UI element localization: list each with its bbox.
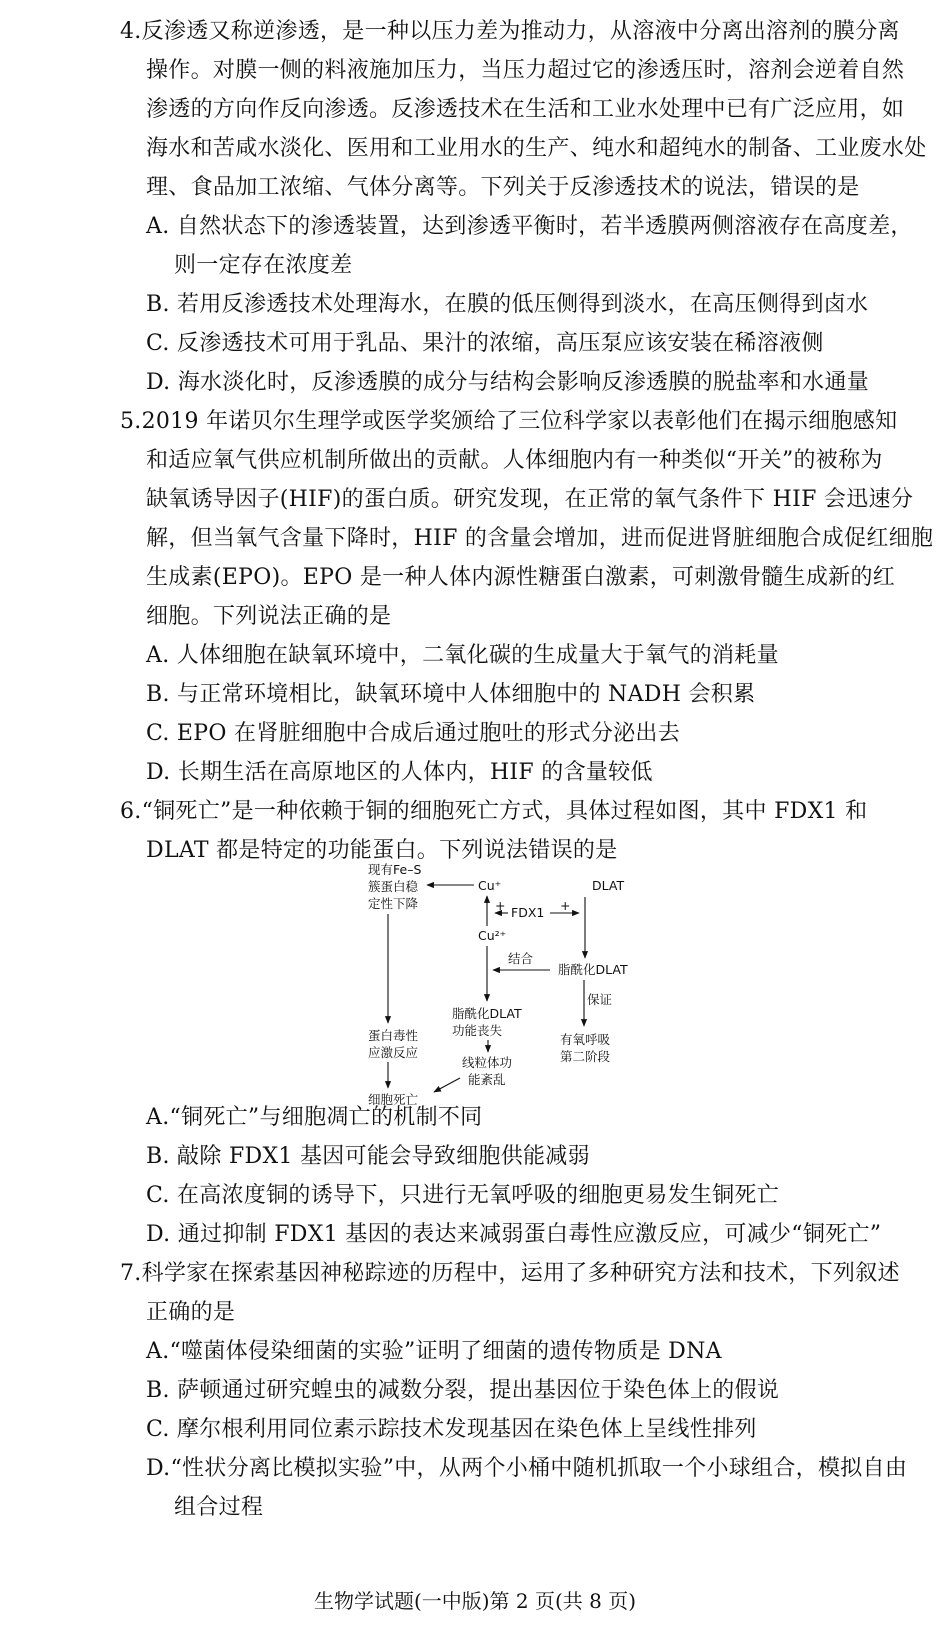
cell-death-label: 细胞死亡 xyxy=(368,1092,419,1107)
guarantee-label: 保证 xyxy=(587,992,613,1007)
q5-option-d: D. 长期生活在高原地区的人体内，HIF 的含量较低 xyxy=(146,760,653,785)
q7-option-c: C. 摩尔根利用同位素示踪技术发现基因在染色体上呈线性排列 xyxy=(146,1417,757,1442)
q4-stem-line: 渗透的方向作反向渗透。反渗透技术在生活和工业水处理中已有广泛应用，如 xyxy=(146,97,905,122)
q5-stem-line: 生成素(EPO)。EPO 是一种人体内源性糖蛋白激素，可刺激骨髓生成新的红 xyxy=(146,565,896,590)
q5-option-a: A. 人体细胞在缺氧环境中，二氧化碳的生成量大于氧气的消耗量 xyxy=(146,643,779,668)
q4-stem-line: 海水和苦咸水淡化、医用和工业用水的生产、纯水和超纯水的制备、工业废水处 xyxy=(146,136,927,161)
q5-option-c: C. EPO 在肾脏细胞中合成后通过胞吐的形式分泌出去 xyxy=(146,721,681,746)
q5-stem-line: 5.2019 年诺贝尔生理学或医学奖颁给了三位科学家以表彰他们在揭示细胞感知 xyxy=(120,409,898,434)
fdx1-label: FDX1 xyxy=(511,905,545,920)
q4-stem-line: 操作。对膜一侧的料液施加压力，当压力超过它的渗透压时，溶剂会逆着自然 xyxy=(146,58,905,83)
q4-option-c: C. 反渗透技术可用于乳品、果汁的浓缩，高压泵应该安装在稀溶液侧 xyxy=(146,331,824,356)
aerobic-stage-label: 第二阶段 xyxy=(560,1049,611,1064)
plus-sign: + xyxy=(560,898,571,913)
q6-option-b: B. 敲除 FDX1 基因可能会导致细胞供能减弱 xyxy=(146,1144,590,1169)
q5-stem-line: 细胞。下列说法正确的是 xyxy=(146,604,392,629)
q5-option-b: B. 与正常环境相比，缺氧环境中人体细胞中的 NADH 会积累 xyxy=(146,682,756,707)
mito-dysfunction-label: 能紊乱 xyxy=(468,1072,506,1087)
q7-option-a: A.“噬菌体侵染细菌的实验”证明了细菌的遗传物质是 DNA xyxy=(146,1339,722,1364)
binding-label: 结合 xyxy=(508,951,534,966)
q7-option-d: D.“性状分离比模拟实验”中，从两个小桶中随机抓取一个小球组合，模拟自由 xyxy=(146,1456,908,1481)
aerobic-stage-label: 有氧呼吸 xyxy=(560,1032,611,1047)
q7-stem-line: 7.科学家在探索基因神秘踪迹的历程中，运用了多种研究方法和技术，下列叙述 xyxy=(120,1261,900,1286)
q4-option-d: D. 海水淡化时，反渗透膜的成分与结构会影响反渗透膜的脱盐率和水通量 xyxy=(146,370,870,395)
q6-stem-line: 6.“铜死亡”是一种依赖于铜的细胞死亡方式，具体过程如图，其中 FDX1 和 xyxy=(120,799,868,824)
q5-stem-line: 缺氧诱导因子(HIF)的蛋白质。研究发现，在正常的氧气条件下 HIF 会迅速分 xyxy=(146,487,914,512)
fes-label: 定性下降 xyxy=(368,896,419,911)
q5-stem-line: 和适应氧气供应机制所做出的贡献。人体细胞内有一种类似“开关”的被称为 xyxy=(146,448,883,473)
fes-label: 现有Fe–S xyxy=(368,862,422,877)
proteotoxic-stress-label: 应激反应 xyxy=(368,1045,419,1060)
q4-stem-line: 理、食品加工浓缩、气体分离等。下列关于反渗透技术的说法，错误的是 xyxy=(146,175,860,200)
q5-stem-line: 解，但当氧气含量下降时，HIF 的含量会增加，进而促进肾脏细胞合成促红细胞 xyxy=(146,526,934,551)
dlat-loss-label: 脂酰化DLAT xyxy=(452,1006,522,1021)
page-footer: 生物学试题(一中版)第 2 页(共 8 页) xyxy=(313,1589,637,1613)
lipoylated-dlat-label: 脂酰化DLAT xyxy=(558,962,628,977)
proteotoxic-stress-label: 蛋白毒性 xyxy=(368,1028,419,1043)
mito-dysfunction-label: 线粒体功 xyxy=(462,1055,513,1070)
q4-option-a: A. 自然状态下的渗透装置，达到渗透平衡时，若半透膜两侧溶液存在高度差， xyxy=(146,214,913,239)
cu-plus-label: Cu⁺ xyxy=(478,878,502,893)
q6-stem-line: DLAT 都是特定的功能蛋白。下列说法错误的是 xyxy=(146,838,618,863)
cu-2plus-label: Cu²⁺ xyxy=(478,928,507,943)
q6-option-a: A.“铜死亡”与细胞凋亡的机制不同 xyxy=(146,1105,483,1130)
q6-option-d: D. 通过抑制 FDX1 基因的表达来减弱蛋白毒性应激反应，可减少“铜死亡” xyxy=(146,1222,882,1247)
q4-option-b: B. 若用反渗透技术处理海水，在膜的低压侧得到淡水，在高压侧得到卤水 xyxy=(146,292,869,317)
plus-sign: + xyxy=(495,898,506,913)
q4-option-a-cont: 则一定存在浓度差 xyxy=(174,253,353,278)
q6-option-c: C. 在高浓度铜的诱导下，只进行无氧呼吸的细胞更易发生铜死亡 xyxy=(146,1183,780,1208)
q7-stem-line: 正确的是 xyxy=(146,1300,236,1325)
cuproptosis-diagram xyxy=(360,860,670,1110)
q7-option-b: B. 萨顿通过研究蝗虫的减数分裂，提出基因位于染色体上的假说 xyxy=(146,1378,780,1403)
q4-stem-line: 4.反渗透又称逆渗透，是一种以压力差为推动力，从溶液中分离出溶剂的膜分离 xyxy=(120,19,900,44)
dlat-label: DLAT xyxy=(592,878,625,893)
dlat-loss-label: 功能丧失 xyxy=(452,1023,503,1038)
arrow xyxy=(434,1078,460,1092)
fes-label: 簇蛋白稳 xyxy=(368,879,419,894)
q7-option-d-cont: 组合过程 xyxy=(174,1495,264,1520)
